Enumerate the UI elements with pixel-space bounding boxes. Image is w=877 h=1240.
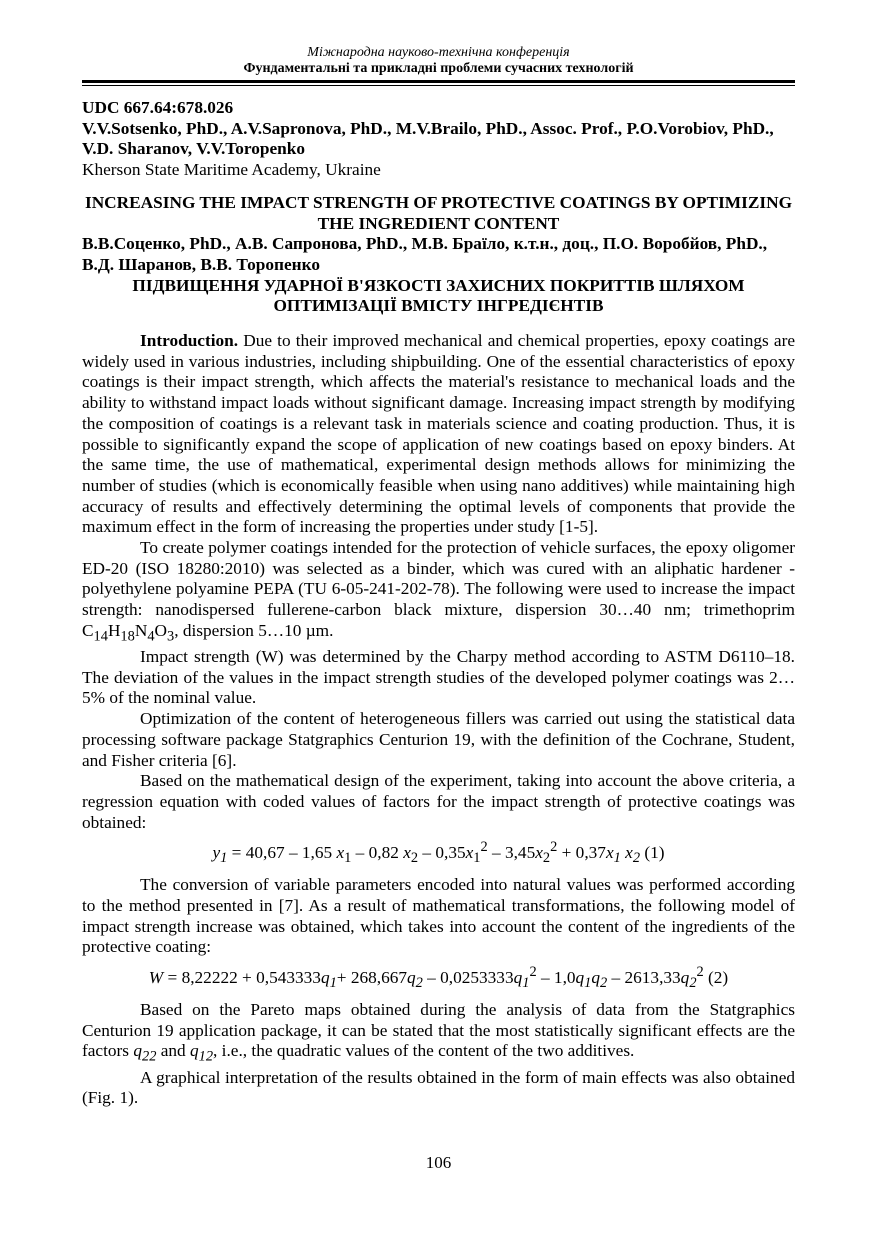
eq-term: – 2613,33	[607, 967, 681, 987]
eq-symbol: x	[336, 843, 345, 863]
eq-subscript: 2	[689, 975, 697, 992]
eq-subscript: 2	[410, 850, 419, 867]
eq-term: – 1,0	[536, 967, 576, 987]
eq-symbol: q	[189, 1041, 199, 1061]
eq-subscript: 1	[613, 850, 621, 867]
eq-symbol: y	[212, 843, 221, 863]
eq-subscript: 1	[522, 975, 530, 992]
eq-term: = 8,22222 + 0,543333	[163, 967, 321, 987]
affiliation: Kherson State Maritime Academy, Ukraine	[82, 160, 381, 180]
eq-subscript: 2	[600, 975, 608, 992]
udc-code: UDC 667.64:678.026	[82, 98, 234, 117]
paragraph-conversion: The conversion of variable parameters encoded into natural values was performed according to the method presented in [7]. As a result of mathematical transformations, the following model of impact strength increase was obtained, which takes into account the content of the ingredients of the protective coating:	[82, 875, 795, 957]
equation-number: (1)	[640, 843, 665, 863]
eq-symbol: q	[513, 967, 523, 987]
eq-subscript: 1	[473, 850, 481, 867]
formula-subscript: 3	[167, 628, 175, 645]
running-header	[82, 44, 795, 77]
eq-subscript: 1	[220, 850, 228, 867]
introduction-label: Introduction.	[140, 331, 239, 351]
materials-text-tail: , dispersion 5…10 µm.	[174, 620, 334, 640]
eq-superscript: 2	[550, 839, 558, 856]
eq-symbol: q	[591, 967, 601, 987]
eq-superscript: 2	[696, 964, 704, 981]
eq-superscript: 2	[529, 964, 537, 981]
eq-subscript: 1	[344, 850, 352, 867]
eq-symbol: q	[133, 1041, 142, 1061]
conference-title: Фундаментальні та прикладні проблеми сучасних технологій	[243, 61, 634, 76]
formula-part: H	[107, 620, 121, 640]
eq-term: – 0,0253333	[422, 967, 514, 987]
page-number: 106	[425, 1153, 452, 1172]
formula-part: O	[154, 620, 167, 640]
eq-term: – 3,45	[487, 843, 536, 863]
conference-name: Міжнародна науково-технічна конференція	[307, 45, 570, 60]
authors-ukrainian: В.В.Соценко, PhD., А.В. Сапронова, PhD., М.В. Браїло, к.т.н., доц., П.О. Воробйов, PhD., В.Д. Шаранов, В.В. Торопенко	[82, 234, 768, 274]
eq-term: – 0,82	[351, 843, 404, 863]
title-ukrainian: ПІДВИЩЕННЯ УДАРНОЇ В'ЯЗКОСТІ ЗАХИСНИХ ПОКРИТТІВ ШЛЯХОМ ОПТИМІЗАЦІЇ ВМІСТУ ІНГРЕДІЄНТІВ	[132, 275, 745, 316]
pareto-text: Based on the Pareto maps obtained during the analysis of data from the Statgraphics Centurion 19 application package, it can be stated that the most statistically significant effects are the factors	[82, 1000, 795, 1061]
formula-part: C	[82, 620, 94, 640]
paragraph-impact-method: Impact strength (W) was determined by the Charpy method according to ASTM D6110–18. The deviation of the values in the impact strength studies of the developed polymer coatings was 2…5% of the nominal value.	[82, 647, 795, 708]
eq-term: + 0,37	[557, 843, 606, 863]
eq-symbol: q	[320, 967, 330, 987]
eq-subscript: 1	[584, 975, 592, 992]
eq-symbol: x	[625, 843, 633, 863]
eq-symbol: x	[465, 843, 474, 863]
eq-symbol: q	[680, 967, 690, 987]
pareto-text: and	[156, 1041, 190, 1061]
eq-subscript: 1	[329, 975, 337, 992]
eq-subscript: 2	[632, 850, 641, 867]
eq-symbol: x	[605, 843, 614, 863]
authors-english: V.V.Sotsenko, PhD., A.V.Sapronova, PhD., M.V.Brailo, PhD., Assoc. Prof., P.O.Vorobiov, PhD., V.D. Sharanov, V.V.Toropenko	[82, 118, 774, 159]
paragraph-regression: Based on the mathematical design of the experiment, taking into account the above criteria, a regression equation with coded values of factors for the impact strength of protective coatings was obtained:	[82, 771, 795, 832]
eq-symbol: q	[407, 967, 416, 987]
formula-part: N	[134, 620, 148, 640]
introduction-text: Due to their improved mechanical and chemical properties, epoxy coatings are widely used in various industries, including shipbuilding. One of the essential characteristics of epoxy coatings is their impact strength, which affects the material's resistance to mechanical loads and the ability to withstand impact loads without significant damage. Increasing impact strength by modifying the composition of coatings is a relevant task in materials science and coating production. Thus, it is possible to significantly expand the scope of application of new coatings based on epoxy binders. At the same time, the use of mathematical, experimental design methods allows for minimizing the number of studies (which is economically feasible when using nano additives) while maintaining high accuracy of results and effectively determining the optimal levels of components that provide the maximum effect in the form of increasing the properties under study [1-5].	[82, 331, 795, 537]
paragraph-optimization: Optimization of the content of heterogeneous fillers was carried out using the statistical data processing software package Statgraphics Centurion 19, with the definition of the Cochrane, Student, and Fisher criteria [6].	[82, 709, 795, 770]
eq-term: + 268,667	[336, 967, 408, 987]
paragraph-introduction	[82, 331, 795, 538]
paragraph-pareto	[82, 1000, 795, 1068]
header-rule-thick	[82, 80, 795, 83]
eq-superscript: 2	[480, 839, 488, 856]
eq-term: = 40,67 – 1,65	[227, 843, 337, 863]
paragraph-materials	[82, 538, 795, 647]
eq-term: – 0,35	[418, 843, 466, 863]
eq-symbol: W	[148, 967, 164, 987]
header-rule-thin	[82, 85, 795, 86]
eq-symbol: x	[403, 843, 411, 863]
formula-subscript: 4	[147, 628, 155, 645]
eq-subscript: 12	[198, 1048, 214, 1065]
eq-symbol: x	[535, 843, 543, 863]
materials-text: To create polymer coatings intended for the protection of vehicle surfaces, the epoxy oligomer ED-20 (ISO 18280:2010) was selected as a binder, which was cured with an aliphatic hardener - polyethylene polyamine PEPA (TU 6-05-241-202-78). The following were used to increase the impact strength: nanodispersed fullerene-carbon black mixture, dispersion 30…40 nm; trimethoprim	[82, 538, 795, 620]
eq-subscript: 22	[141, 1048, 157, 1065]
title-english: INCREASING THE IMPACT STRENGTH OF PROTECTIVE COATINGS BY OPTIMIZING THE INGREDIENT CONTENT	[84, 192, 793, 233]
pareto-text-tail: , i.e., the quadratic values of the content of the two additives.	[213, 1041, 635, 1061]
formula-subscript: 18	[120, 628, 135, 645]
equation-2	[82, 962, 795, 994]
article-body	[82, 98, 795, 1109]
equation-1	[82, 837, 795, 869]
formula-subscript: 14	[93, 628, 108, 645]
eq-subscript: 2	[415, 975, 423, 992]
equation-number: (2)	[703, 967, 729, 987]
paragraph-main-effects: A graphical interpretation of the results obtained in the form of main effects was also obtained (Fig. 1).	[82, 1067, 795, 1108]
eq-symbol: q	[575, 967, 585, 987]
eq-subscript: 2	[542, 850, 551, 867]
